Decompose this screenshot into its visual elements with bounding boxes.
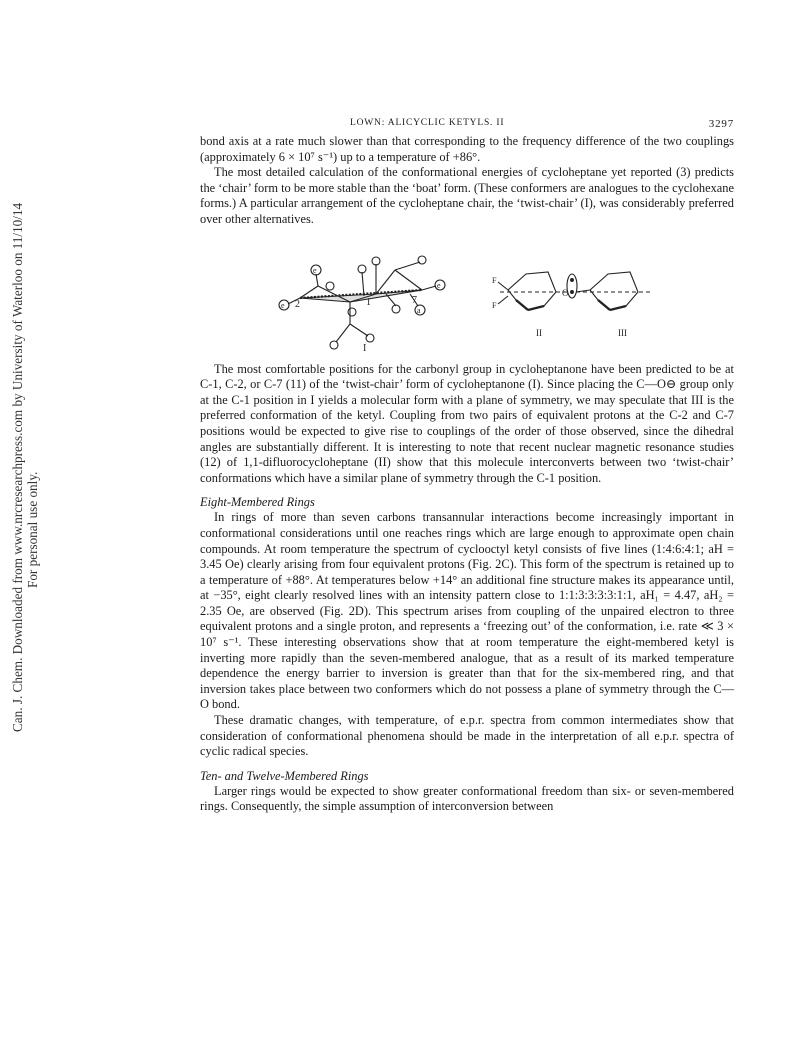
watermark-line1: Can. J. Chem. Downloaded from www.nrcresearchpress.com by University of Waterloo on 11/10/14 xyxy=(10,202,25,732)
running-title: LOWN: ALICYCLIC KETYLS. II xyxy=(350,118,505,128)
sub-e-right: e xyxy=(437,280,441,290)
structure-II-label: II xyxy=(536,327,542,338)
paragraph-1: bond axis at a rate much slower than that corresponding to the frequency difference of the two couplings (approximately 6 × 10⁷ s⁻¹) up to a temperature of +86°. xyxy=(200,134,734,164)
structure-I-label: I xyxy=(363,342,367,352)
conformation-figure xyxy=(200,234,734,352)
paragraph-5: These dramatic changes, with temperature, of e.p.r. spectra from common intermediates show that consideration of conformational phenomena should be made in the interpretation of all e.p.r. spectra of cyclic radical species. xyxy=(200,713,734,759)
structure-III xyxy=(562,272,652,338)
paragraph-3: The most comfortable positions for the carbonyl group in cycloheptanone have been predicted to be at C-1, C-2, or C-7 (11) of the ‘twist-chair’ form of cycloheptanone (I). Since placing the C—O⊖ group only at the C-1 position in I yields a molecular form with a plane of symmetry, we may speculate that III is the preferred conformation of the ketyl. Coupling from two pairs of equivalent protons at the C-2 and C-7 positions would be expected to give rise to couplings of the order of those observed, since the dihedral angles are substantially different. It is interesting to note that recent nuclear magnetic resonance studies (12) of 1,1-difluorocycloheptane (II) show that this molecule interconverts between two ‘twist-chair’ conformations which have a similar plane of symmetry through the C-1 position. xyxy=(200,361,734,485)
structure-II xyxy=(492,272,572,338)
fluorine-bottom: F xyxy=(492,300,497,310)
sub-e-top: e xyxy=(313,265,317,275)
watermark-line2: For personal use only. xyxy=(25,471,40,588)
paragraph-6: Larger rings would be expected to show greater conformational freedom than six- or seven-membered rings. Consequently, the simple assumption of interconversion between xyxy=(200,783,734,814)
section-heading-ten: Ten- and Twelve-Membered Rings xyxy=(200,768,369,783)
paragraph-2: The most detailed calculation of the conformational energies of cycloheptane yet reported (3) predicts the ‘chair’ form to be more stable than the ‘boat’ form. (These conformers are analogues to the cyclohexane forms.) A particular arrangement of the cycloheptane chair, the ‘twist-chair’ (I), was considerably preferred over other alternatives. xyxy=(200,165,734,226)
download-watermark xyxy=(6,120,50,740)
carbon-2: 2 xyxy=(295,298,300,310)
paragraph-4: In rings of more than seven carbons transannular interactions become increasingly important in conformational considerations until one reaches rings which are large enough to approximate open chain compounds. At room temperature the spectrum of cyclooctyl ketyl consists of five lines (1:4:6:4:1; aH = 3.45 Oe) clearly arising from four equivalent protons (Fig. 2C). This form of the spectrum is retained up to a temperature of +88°. At temperatures below +14° an additional fine structure makes its appearance until, at −35°, eight clearly resolved lines with an intensity pattern close to 1:1:3:3:3:3:1:1, aH₁ = 4.47, aH₂ = 2.35 Oe, are observed (Fig. 2D). This spectrum arises from coupling of the unpaired electron to three equivalent protons and a single proton, and represents a ‘freezing out’ of the conformation, i.e. rate ≪ 3 × 10⁷ s⁻¹. These interesting observations show that at room temperature the eight-membered ketyl is inverting more rapidly than the seven-membered analogue, that as a result of its marked temperature dependence the energy barrier to inversion is greater than that for the six-membered ring, and that inversion takes place between two conformers which do not possess a plane of symmetry through the C—O bond. xyxy=(200,510,734,712)
sub-a-bottom: a xyxy=(417,305,421,315)
page-number: 3297 xyxy=(708,118,734,130)
structure-I xyxy=(279,256,445,352)
fluorine-top: F xyxy=(492,275,497,285)
page-body xyxy=(200,118,734,815)
carbon-7: 7 xyxy=(412,294,417,306)
watermark-svg xyxy=(6,120,50,740)
section-heading-eight: Eight-Membered Rings xyxy=(200,495,315,510)
carbon-1: 1 xyxy=(366,296,371,308)
structure-III-label: III xyxy=(618,327,627,338)
oxygen-label: O xyxy=(562,287,569,298)
running-header xyxy=(200,118,734,134)
structure-diagrams xyxy=(200,234,734,352)
sub-e-left: e xyxy=(281,300,285,310)
